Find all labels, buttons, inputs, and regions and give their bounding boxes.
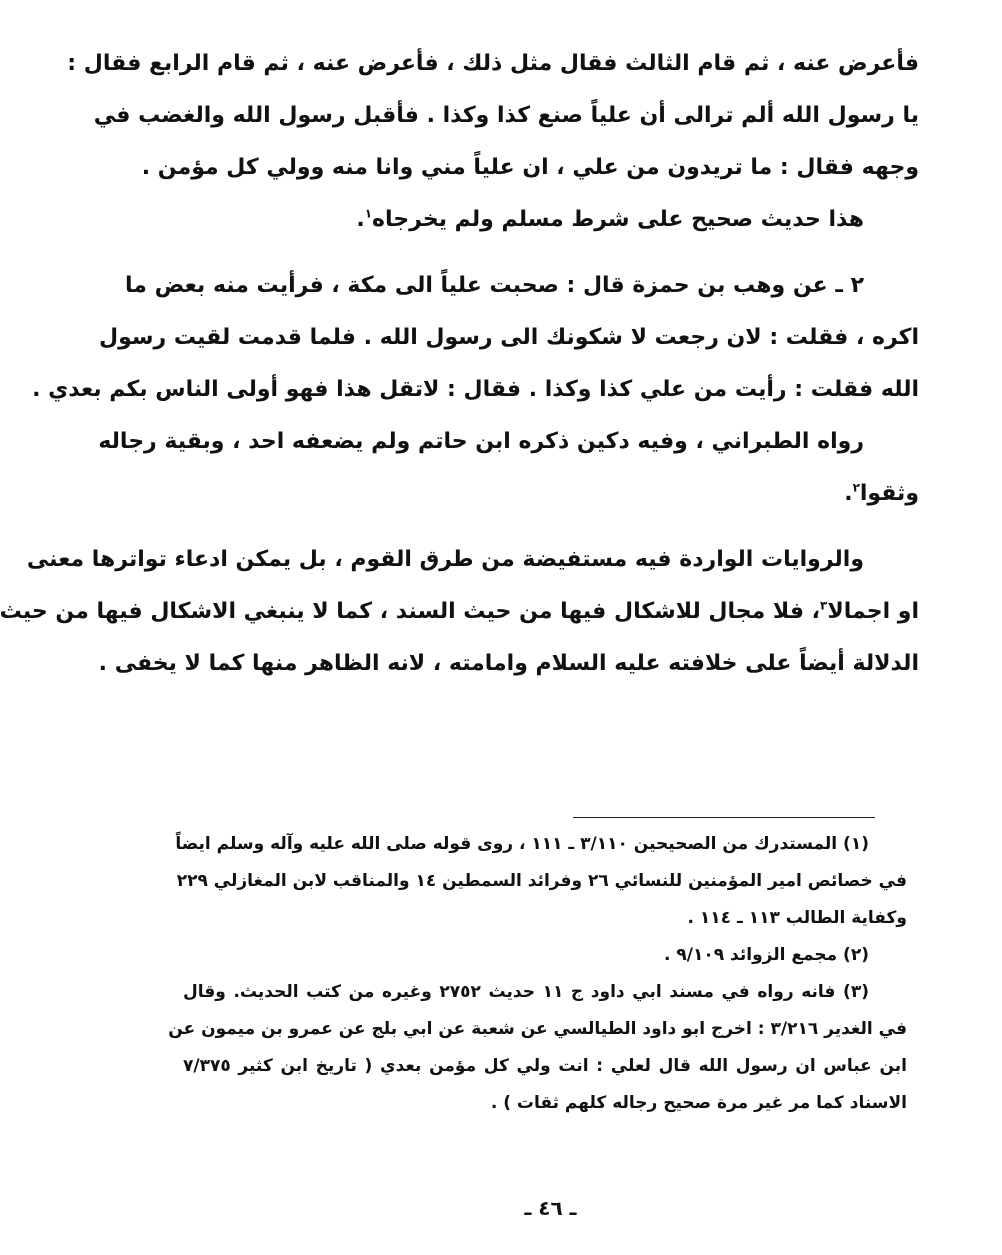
text-line-content: وثقوا [859, 481, 919, 506]
text-line: الدلالة أيضاً على خلافته عليه السلام وامامته ، لانه الظاهر منها كما لا يخفى . [98, 651, 919, 676]
paragraph-gap [177, 520, 919, 534]
page-number: ـ ٤٦ ـ [524, 1196, 577, 1220]
footnote-ref: ١ [364, 206, 373, 221]
footnote-line: وكفاية الطالب ١١٣ ـ ١١٤ . [687, 908, 907, 928]
footnote-line: ابن عباس ان رسول الله قال لعلي : انت ولي كل مؤمن بعدي ( تاريخ ابن كثير ٧/٣٧٥ [183, 1056, 907, 1076]
text-line [177, 194, 919, 246]
footnote-ref: ٣ [820, 598, 828, 613]
text-line [0, 586, 919, 638]
text-line: ٢ ـ عن وهب بن حمزة قال : صحبت علياً الى مكة ، فرأيت منه بعض ما [125, 273, 864, 298]
text-line: رواه الطبراني ، وفيه دكين ذكره ابن حاتم ولم يضعفه احد ، وبقية رجاله [98, 429, 864, 454]
text-line-content: ، فلا مجال للاشكال فيها من حيث السند ، كما لا ينبغي الاشكال فيها من حيث [0, 599, 820, 624]
main-text [0, 38, 919, 690]
text-line: اكره ، فقلت : لان رجعت لا شكونك الى رسول الله . فلما قدمت لقيت رسول [99, 325, 919, 350]
text-line: الله فقلت : رأيت من علي كذا وكذا . فقال : لاتقل هذا فهو أولى الناس بكم بعدي . [32, 377, 919, 402]
footnote-line: الاسناد كما مر غير مرة صحيح رجاله كلهم ثقات ) . [490, 1093, 907, 1113]
footnote-line: في الغدير ٣/٢١٦ : اخرج ابو داود الطيالسي عن شعبة عن ابي بلج عن عمرو بن ميمون عن [168, 1019, 907, 1039]
text-line-content: او اجمالا [827, 599, 919, 624]
footnote-line: (٣) فانه رواه في مسند ابي داود ج ١١ حديث ٢٧٥٢ وغيره من كتب الحديث. وقال [183, 982, 869, 1002]
end-dot: . [356, 207, 365, 232]
paragraph-gap [177, 246, 919, 260]
text-line: وجهه فقال : ما تريدون من علي ، ان علياً مني وانا منه وولي كل مؤمن . [141, 155, 919, 180]
footnote-separator [573, 817, 875, 818]
end-dot: . [844, 481, 853, 506]
text-line-content: هذا حديث صحيح على شرط مسلم ولم يخرجاه [372, 207, 864, 232]
text-line [177, 468, 919, 520]
text-line: فأعرض عنه ، ثم قام الثالث فقال مثل ذلك ، فأعرض عنه ، ثم قام الرابع فقال : [67, 51, 919, 76]
footnote-line: (٢) مجمع الزوائد ٩/١٠٩ . [664, 945, 869, 965]
footnote-line: (١) المستدرك من الصحيحين ٣/١١٠ ـ ١١١ ، روى قوله صلى الله عليه وآله وسلم ايضاً [175, 834, 869, 854]
footnotes [168, 826, 907, 1122]
footnote-line: في خصائص امير المؤمنين للنسائي ٢٦ وفرائد السمطين ١٤ والمناقب لابن المغازلي ٢٢٩ [176, 871, 907, 891]
text-line: يا رسول الله ألم ترالى أن علياً صنع كذا وكذا . فأقبل رسول الله والغضب في [93, 103, 919, 128]
footnote-ref: ٢ [852, 480, 860, 495]
text-line: والروايات الواردة فيه مستفيضة من طرق القوم ، بل يمكن ادعاء تواترها معنى [26, 547, 864, 572]
